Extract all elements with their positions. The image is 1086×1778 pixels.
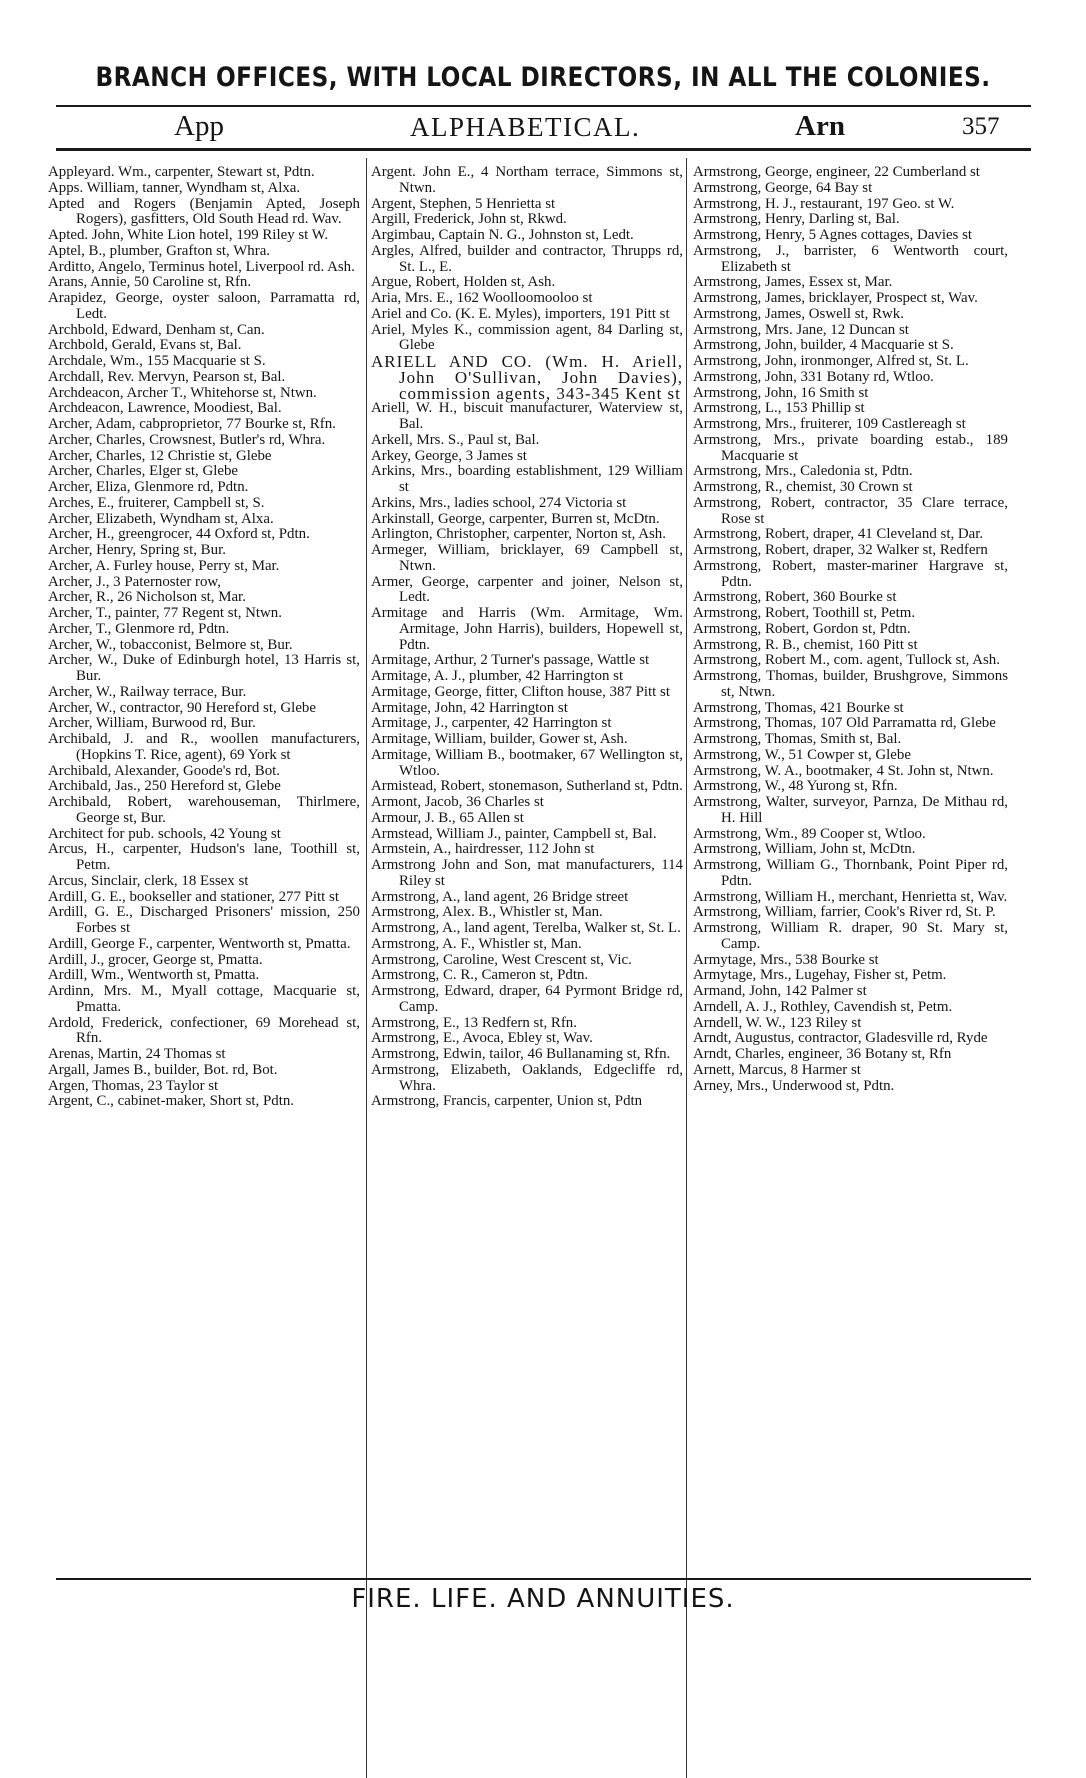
directory-column-1 (48, 165, 360, 1110)
directory-column-3 (693, 165, 1008, 1094)
directory-entry: Apted. John, White Lion hotel, 199 Riley st W. (48, 227, 329, 243)
directory-entry: Arndt, Augustus, contractor, Gladesville rd, Ryde (693, 1030, 988, 1047)
directory-entry: Argles, Alfred, builder and contractor, Thrupps rd, St. L., E. (371, 242, 683, 275)
directory-entry: Arcus, H., carpenter, Hudson's lane, Toothill st, Petm. (48, 841, 360, 873)
directory-entry: Armstrong, Thomas, 421 Bourke st (693, 699, 904, 716)
directory-entry: Armstrong, John, ironmonger, Alfred st, St. L. (693, 353, 969, 369)
directory-entry: Archer, H., greengrocer, 44 Oxford st, Pdtn. (48, 526, 310, 543)
directory-entry: Armstrong, George, engineer, 22 Cumberland st (693, 164, 980, 180)
directory-entry: Archer, T., painter, 77 Regent st, Ntwn. (48, 605, 282, 621)
directory-entry: Arndell, A. J., Rothley, Cavendish st, Petm. (693, 998, 953, 1015)
directory-entry: Armstrong, A., land agent, 26 Bridge street (371, 888, 629, 905)
directory-entry: Armstrong, James, Oswell st, Rwk. (693, 305, 904, 322)
directory-entry: Archibald, Robert, warehouseman, Thirlmere, George st, Bur. (48, 794, 360, 826)
directory-entry: Armstrong, Mrs. Jane, 12 Duncan st (693, 321, 909, 338)
directory-entry: Arches, E., fruiterer, Campbell st, S. (48, 494, 265, 511)
directory-entry: Archer, Charles, Elger st, Glebe (48, 463, 239, 480)
directory-entry: Armstrong, William R. draper, 90 St. Mary st, Camp. (693, 920, 1008, 952)
directory-entry: Armstrong, Robert, draper, 41 Cleveland st, Dar. (693, 526, 984, 543)
directory-entry: Archibald, J. and R., woollen manufacturers, (Hopkins T. Rice, agent), 69 York st (48, 731, 360, 763)
directory-entry: Apted and Rogers (Benjamin Apted, Joseph Rogers), gasfitters, Old South Head rd. Wav. (48, 195, 360, 228)
directory-entry: Armstrong, A. F., Whistler st, Man. (371, 935, 582, 952)
directory-entry: Archer, R., 26 Nicholson st, Mar. (48, 589, 246, 606)
header-section-title: ALPHABETICAL. (410, 112, 641, 142)
directory-entry: Argent, Stephen, 5 Henrietta st (371, 195, 556, 212)
directory-entry: Armstrong, C. R., Cameron st, Pdtn. (371, 967, 589, 984)
directory-entry: Armistead, Robert, stonemason, Sutherland st, Pdtn. (371, 778, 683, 795)
column-divider-2 (686, 158, 687, 1778)
directory-entry: Appleyard. Wm., carpenter, Stewart st, Pdtn. (48, 164, 315, 180)
directory-entry: Archer, William, Burwood rd, Bur. (48, 715, 256, 732)
directory-entry: Armstrong, Robert, contractor, 35 Clare terrace, Rose st (693, 494, 1008, 527)
directory-entry: Ardill, G. E., bookseller and stationer, 277 Pitt st (48, 888, 339, 905)
directory-entry: Armstrong, Robert M., com. agent, Tullock st, Ash. (693, 652, 1000, 669)
header-rule (56, 148, 1031, 151)
directory-entry: Ardill, G. E., Discharged Prisoners' mission, 250 Forbes st (48, 904, 360, 936)
directory-entry: Ardill, Wm., Wentworth st, Pmatta. (48, 967, 260, 984)
directory-entry: Argue, Robert, Holden st, Ash. (371, 274, 556, 291)
directory-entry: Armstrong, John, builder, 4 Macquarie st S. (693, 337, 954, 354)
directory-entry: Armstrong, Alex. B., Whistler st, Man. (371, 904, 603, 921)
directory-entry: Argimbau, Captain N. G., Johnston st, Ledt. (371, 227, 634, 243)
directory-entry: Ardinn, Mrs. M., Myall cottage, Macquarie st, Pmatta. (48, 983, 360, 1015)
directory-entry: Armeger, William, bricklayer, 69 Campbell st, Ntwn. (371, 542, 683, 574)
directory-entry: Armstrong, L., 153 Phillip st (693, 400, 865, 417)
directory-entry: Armer, George, carpenter and joiner, Nelson st, Ledt. (371, 573, 683, 606)
directory-entry: ARIELL AND CO. (Wm. H. Ariell, John O'Sullivan, John Davies), commission agents, 343-345 Kent st (371, 352, 683, 403)
header-left-guide-word: App (174, 110, 224, 142)
directory-entry: Archdale, Wm., 155 Macquarie st S. (48, 353, 266, 369)
directory-entry: Archer, Charles, Crowsnest, Butler's rd, Whra. (48, 431, 326, 448)
directory-entry: Argill, Frederick, John st, Rkwd. (371, 211, 567, 228)
directory-entry: Arndell, W. W., 123 Riley st (693, 1014, 862, 1031)
directory-entry: Armstrong, W., 51 Cowper st, Glebe (693, 746, 911, 763)
directory-entry: Arans, Annie, 50 Caroline st, Rfn. (48, 274, 252, 291)
footer-slogan: FIRE. LIFE. AND ANNUITIES. (351, 1584, 735, 1614)
directory-entry: Arcus, Sinclair, clerk, 18 Essex st (48, 872, 249, 889)
directory-entry: Arlington, Christopher, carpenter, Norton st, Ash. (371, 526, 666, 543)
directory-entry: Arkell, Mrs. S., Paul st, Bal. (371, 431, 540, 448)
directory-entry: Archer, Adam, cabproprietor, 77 Bourke st, Rfn. (48, 416, 336, 432)
directory-entry: Armytage, Mrs., Lugehay, Fisher st, Petm. (693, 967, 947, 984)
directory-entry: Armitage, A. J., plumber, 42 Harrington st (371, 668, 624, 684)
directory-entry: Aptel, B., plumber, Grafton st, Whra. (48, 242, 271, 259)
directory-entry: Argall, James B., builder, Bot. rd, Bot. (48, 1061, 278, 1078)
directory-entry: Armitage, Arthur, 2 Turner's passage, Wattle st (371, 652, 650, 669)
directory-entry: Arnett, Marcus, 8 Harmer st (693, 1061, 861, 1078)
directory-entry: Armstrong, R. B., chemist, 160 Pitt st (693, 636, 918, 653)
directory-entry: Archer, W., tobacconist, Belmore st, Bur. (48, 636, 293, 653)
directory-entry: Arkinstall, George, carpenter, Burren st, McDtn. (371, 510, 660, 527)
directory-entry: Arditto, Angelo, Terminus hotel, Liverpool rd. Ash. (48, 258, 355, 275)
directory-entry: Ardill, George F., carpenter, Wentworth st, Pmatta. (48, 935, 351, 952)
directory-entry: Armstrong, George, 64 Bay st (693, 179, 873, 196)
directory-entry: Archer, T., Glenmore rd, Pdtn. (48, 620, 230, 637)
directory-entry: Archbold, Edward, Denham st, Can. (48, 321, 265, 338)
directory-entry: Aria, Mrs. E., 162 Woolloomooloo st (371, 290, 593, 306)
directory-entry: Armont, Jacob, 36 Charles st (371, 794, 544, 810)
directory-entry: Armstead, William J., painter, Campbell st, Bal. (371, 825, 657, 842)
directory-entry: Arkins, Mrs., ladies school, 274 Victoria st (371, 494, 627, 511)
directory-entry: Armytage, Mrs., 538 Bourke st (693, 951, 879, 968)
directory-entry: Arkins, Mrs., boarding establishment, 129 William st (371, 463, 683, 495)
directory-entry: Armstrong, Elizabeth, Oaklands, Edgecliffe rd, Whra. (371, 1061, 683, 1094)
directory-entry: Architect for pub. schools, 42 Young st (48, 825, 281, 842)
footer-rule (56, 1578, 1031, 1580)
directory-entry: Armstrong, Thomas, Smith st, Bal. (693, 731, 902, 747)
directory-entry: Archdall, Rev. Mervyn, Pearson st, Bal. (48, 368, 286, 385)
directory-entry: Armstrong, William, John st, McDtn. (693, 841, 916, 858)
directory-entry: Ariell, W. H., biscuit manufacturer, Waterview st, Bal. (371, 400, 683, 432)
directory-entry: Archer, Henry, Spring st, Bur. (48, 542, 226, 558)
directory-entry: Archibald, Alexander, Goode's rd, Bot. (48, 762, 281, 779)
directory-entry: Archdeacon, Archer T., Whitehorse st, Ntwn. (48, 384, 317, 401)
directory-entry: Arkey, George, 3 James st (371, 447, 527, 464)
directory-entry: Armstrong, A., land agent, Terelba, Walker st, St. L. (371, 920, 681, 936)
directory-entry: Arapidez, George, oyster saloon, Parramatta rd, Ledt. (48, 290, 360, 322)
directory-entry: Arney, Mrs., Underwood st, Pdtn. (693, 1077, 895, 1094)
directory-entry: Archdeacon, Lawrence, Moodiest, Bal. (48, 400, 282, 417)
column-divider-1 (366, 158, 367, 1778)
directory-entry: Archer, Elizabeth, Wyndham st, Alxa. (48, 510, 274, 527)
directory-entry: Armstrong, E., 13 Redfern st, Rfn. (371, 1014, 577, 1031)
directory-entry: Armstrong, Walter, surveyor, Parnza, De Mithau rd, H. Hill (693, 794, 1008, 826)
directory-entry: Armstrong, E., Avoca, Ebley st, Wav. (371, 1030, 593, 1047)
directory-entry: Armstein, A., hairdresser, 112 John st (371, 841, 595, 858)
directory-entry: Armstrong, John, 331 Botany rd, Wtloo. (693, 368, 934, 385)
directory-entry: Armstrong, Robert, 360 Bourke st (693, 589, 897, 606)
directory-entry: Argent. John E., 4 Northam terrace, Simmons st, Ntwn. (371, 164, 683, 196)
directory-entry: Armstrong, Robert, Toothill st, Petm. (693, 605, 916, 621)
directory-entry: Armstrong, Francis, carpenter, Union st, Pdtn (371, 1093, 643, 1110)
directory-entry: Archer, J., 3 Paternoster row, (48, 573, 221, 590)
directory-entry: Armour, J. B., 65 Allen st (371, 809, 524, 826)
directory-entry: Armstrong, J., barrister, 6 Wentworth court, Elizabeth st (693, 242, 1008, 275)
directory-entry: Armstrong, R., chemist, 30 Crown st (693, 479, 913, 495)
directory-entry: Armstrong, William H., merchant, Henrietta st, Wav. (693, 888, 1008, 905)
directory-entry: Armstrong, Robert, draper, 32 Walker st, Redfern (693, 542, 988, 558)
directory-entry: Armitage, John, 42 Harrington st (371, 699, 568, 716)
directory-entry: Armstrong, H. J., restaurant, 197 Geo. st W. (693, 195, 955, 212)
directory-entry: Armstrong John and Son, mat manufacturers, 114 Riley st (371, 857, 683, 889)
directory-entry: Archer, Charles, 12 Christie st, Glebe (48, 447, 272, 464)
directory-entry: Armstrong, James, Essex st, Mar. (693, 274, 893, 291)
directory-entry: Armstrong, Caroline, West Crescent st, Vic. (371, 951, 632, 968)
directory-entry: Archer, W., Duke of Edinburgh hotel, 13 Harris st, Bur. (48, 652, 360, 684)
directory-entry: Armitage, George, fitter, Clifton house, 387 Pitt st (371, 683, 670, 700)
directory-entry: Archer, W., contractor, 90 Hereford st, Glebe (48, 699, 316, 716)
directory-entry: Armstrong, Henry, Darling st, Bal. (693, 211, 900, 228)
directory-entry: Archibald, Jas., 250 Hereford st, Glebe (48, 778, 281, 795)
directory-entry: Armitage, William, builder, Gower st, Ash. (371, 731, 628, 747)
directory-entry: Armstrong, Mrs., Caledonia st, Pdtn. (693, 463, 913, 480)
directory-entry: Armand, John, 142 Palmer st (693, 983, 867, 999)
directory-entry: Archbold, Gerald, Evans st, Bal. (48, 337, 242, 354)
directory-entry: Archer, A. Furley house, Perry st, Mar. (48, 557, 280, 574)
directory-entry: Armstrong, W. A., bootmaker, 4 St. John st, Ntwn. (693, 762, 994, 779)
directory-entry: Apps. William, tanner, Wyndham st, Alxa. (48, 179, 301, 196)
directory-entry: Armstrong, William, farrier, Cook's River rd, St. P. (693, 904, 996, 921)
directory-entry: Ardill, J., grocer, George st, Pmatta. (48, 951, 263, 968)
directory-entry: Armstrong, William G., Thornbank, Point Piper rd, Pdtn. (693, 857, 1008, 889)
directory-entry: Arndt, Charles, engineer, 36 Botany st, Rfn (693, 1046, 952, 1062)
directory-entry: Armstrong, Thomas, builder, Brushgrove, Simmons st, Ntwn. (693, 668, 1008, 700)
directory-entry: Armitage, William B., bootmaker, 67 Wellington st, Wtloo. (371, 746, 683, 779)
directory-entry: Argent, C., cabinet-maker, Short st, Pdtn. (48, 1093, 295, 1110)
directory-entry: Armstrong, Henry, 5 Agnes cottages, Davies st (693, 227, 973, 243)
directory-column-2 (371, 165, 683, 1110)
directory-entry: Armstrong, Wm., 89 Cooper st, Wtloo. (693, 825, 926, 842)
top-rule (56, 105, 1031, 107)
directory-entry: Armstrong, Edward, draper, 64 Pyrmont Bridge rd, Camp. (371, 983, 683, 1015)
directory-entry: Ariel and Co. (K. E. Myles), importers, 191 Pitt st (371, 305, 670, 322)
directory-entry: Archer, W., Railway terrace, Bur. (48, 683, 247, 700)
directory-entry: Armitage and Harris (Wm. Armitage, Wm. Armitage, John Harris), builders, Hopewell st, Pdtn. (371, 605, 683, 653)
directory-entry: Armstrong, John, 16 Smith st (693, 384, 869, 401)
directory-entry: Armstrong, Thomas, 107 Old Parramatta rd, Glebe (693, 715, 996, 732)
directory-entry: Armstrong, Mrs., fruiterer, 109 Castlereagh st (693, 416, 966, 432)
header-right-guide-word: Arn (795, 110, 845, 142)
directory-entry: Armstrong, Edwin, tailor, 46 Bullanaming st, Rfn. (371, 1046, 671, 1062)
directory-entry: Armitage, J., carpenter, 42 Harrington st (371, 715, 612, 732)
directory-entry: Armstrong, Mrs., private boarding estab., 189 Macquarie st (693, 431, 1008, 464)
directory-entry: Armstrong, James, bricklayer, Prospect st, Wav. (693, 290, 978, 306)
directory-entry: Armstrong, W., 48 Yurong st, Rfn. (693, 778, 898, 795)
directory-entry: Archer, Eliza, Glenmore rd, Pdtn. (48, 479, 249, 495)
page-number: 357 (962, 113, 1000, 140)
directory-entry: Armstrong, Robert, master-mariner Hargrave st, Pdtn. (693, 557, 1008, 590)
directory-entry: Ardold, Frederick, confectioner, 69 Morehead st, Rfn. (48, 1014, 360, 1047)
directory-entry: Arenas, Martin, 24 Thomas st (48, 1046, 226, 1062)
directory-entry: Armstrong, Robert, Gordon st, Pdtn. (693, 620, 911, 637)
directory-entry: Argen, Thomas, 23 Taylor st (48, 1077, 219, 1094)
directory-entry: Ariel, Myles K., commission agent, 84 Darling st, Glebe (371, 321, 683, 354)
banner-heading: BRANCH OFFICES, WITH LOCAL DIRECTORS, IN ALL THE COLONIES. (95, 62, 991, 93)
